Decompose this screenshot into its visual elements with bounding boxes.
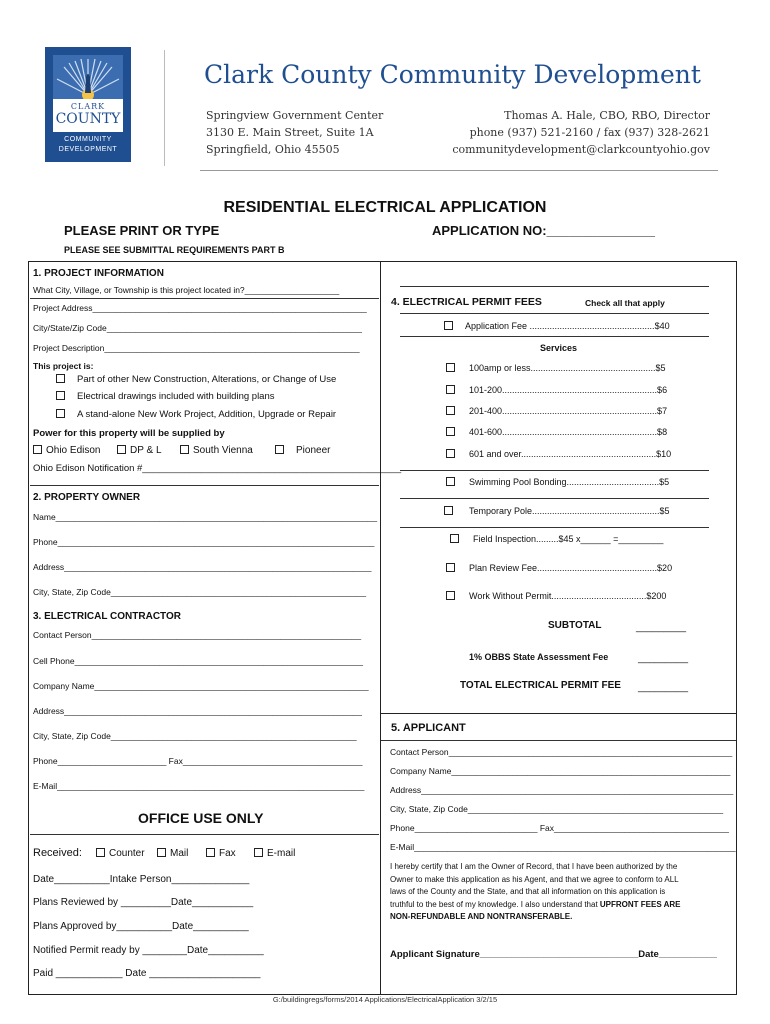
plans-reviewed-field[interactable]: Plans Reviewed by _________Date___________ <box>33 897 254 908</box>
owner-city-field[interactable]: City, State, Zip Code______________________________________________________ <box>33 587 367 597</box>
header-divider <box>164 50 165 166</box>
checkbox[interactable] <box>446 449 455 458</box>
column-divider <box>380 261 381 714</box>
contractor-phone-fax-field[interactable]: Phone_______________________ Fax______________________________________ <box>33 756 363 766</box>
subtotal-field[interactable]: _________ <box>636 622 687 633</box>
option-drawings-included[interactable]: Electrical drawings included with building plans <box>56 391 275 402</box>
submittal-notice: PLEASE SEE SUBMITTAL REQUIREMENTS PART B <box>64 245 285 255</box>
contractor-city-field[interactable]: City, State, Zip Code____________________________________________________ <box>33 731 357 741</box>
electrical-contractor-heading: 3. ELECTRICAL CONTRACTOR <box>33 611 181 622</box>
received-label: Received: <box>33 847 82 859</box>
address-line-1: Springview Government Center <box>206 109 384 122</box>
project-address-field[interactable]: Project Address__________________________________________________________ <box>33 303 367 313</box>
property-owner-heading: 2. PROPERTY OWNER <box>33 492 141 503</box>
notified-permit-field[interactable]: Notified Permit ready by ________Date__________ <box>33 945 264 956</box>
applicant-heading: 5. APPLICANT <box>391 722 466 734</box>
checkbox[interactable] <box>56 374 65 383</box>
services-label: Services <box>540 343 578 353</box>
email-line: communitydevelopment@clarkcountyohio.gov <box>452 143 710 156</box>
checkbox[interactable] <box>180 445 189 454</box>
sunburst-icon <box>53 55 123 99</box>
fee-101-200[interactable]: 101-200..............................................................$6 <box>446 385 667 395</box>
fee-work-without-permit[interactable]: Work Without Permit......................................$200 <box>446 591 666 601</box>
phone-fax-line: phone (937) 521-2160 / fax (937) 328-2621 <box>469 126 710 139</box>
permit-fees-heading: 4. ELECTRICAL PERMIT FEES <box>391 296 542 308</box>
checkbox[interactable] <box>446 385 455 394</box>
contractor-company-field[interactable]: Company Name__________________________________________________________ <box>33 681 369 691</box>
applicant-city-field[interactable]: City, State, Zip Code______________________________________________________ <box>390 804 724 814</box>
logo-development-text: DEVELOPMENT <box>58 146 118 153</box>
contractor-contact-field[interactable]: Contact Person_________________________________________________________ <box>33 630 362 640</box>
subtotal-label: SUBTOTAL <box>548 620 602 631</box>
power-dpl[interactable]: DP & L <box>117 445 162 456</box>
applicant-email-field[interactable]: E-Mail____________________________________________________________________ <box>390 842 736 852</box>
fee-temporary-pole[interactable]: Temporary Pole...................................................$5 <box>444 506 670 516</box>
owner-phone-field[interactable]: Phone___________________________________________________________________ <box>33 537 375 547</box>
checkbox[interactable] <box>206 848 215 857</box>
director-line: Thomas A. Hale, CBO, RBO, Director <box>504 109 710 122</box>
project-description-field[interactable]: Project Description______________________________________________________ <box>33 343 360 353</box>
form-title: RESIDENTIAL ELECTRICAL APPLICATION <box>223 199 547 216</box>
checkbox[interactable] <box>446 563 455 572</box>
logo-clark-text: CLARK <box>70 102 106 111</box>
check-all-note: Check all that apply <box>585 298 665 308</box>
owner-address-field[interactable]: Address_________________________________________________________________ <box>33 562 372 572</box>
checkbox[interactable] <box>446 591 455 600</box>
checkbox[interactable] <box>446 406 455 415</box>
office-use-heading: OFFICE USE ONLY <box>138 810 264 826</box>
owner-name-field[interactable]: Name____________________________________________________________________ <box>33 512 378 522</box>
contractor-cell-field[interactable]: Cell Phone_____________________________________________________________ <box>33 656 363 666</box>
project-info-heading: 1. PROJECT INFORMATION <box>33 268 164 279</box>
header-rule <box>200 170 718 171</box>
this-project-is-label: This project is: <box>33 361 94 371</box>
checkbox[interactable] <box>450 534 459 543</box>
fee-401-600[interactable]: 401-600..............................................................$8 <box>446 427 667 437</box>
checkbox[interactable] <box>275 445 284 454</box>
org-title: Clark County Community Development <box>204 60 701 89</box>
checkbox[interactable] <box>96 848 105 857</box>
logo-county-text: COUNTY <box>55 111 121 127</box>
checkbox[interactable] <box>444 321 453 330</box>
project-city-field[interactable]: City/State/Zip Code______________________________________________________ <box>33 323 362 333</box>
fee-100amp[interactable]: 100amp or less..................................................$5 <box>446 363 666 373</box>
address-line-2: 3130 E. Main Street, Suite 1A <box>206 126 374 139</box>
checkbox[interactable] <box>117 445 126 454</box>
applicant-phone-fax-field[interactable]: Phone__________________________ Fax_____________________________________ <box>390 823 729 833</box>
received-fax[interactable]: Fax <box>206 848 236 859</box>
total-fee-field[interactable]: _________ <box>638 682 689 693</box>
fee-201-400[interactable]: 201-400..............................................................$7 <box>446 406 667 416</box>
address-line-3: Springfield, Ohio 45505 <box>206 143 340 156</box>
plans-approved-field[interactable]: Plans Approved by__________Date__________ <box>33 921 249 932</box>
checkbox[interactable] <box>254 848 263 857</box>
ohio-edison-notification-field[interactable]: Ohio Edison Notification #_________________________________________________ <box>33 463 402 474</box>
option-new-construction[interactable]: Part of other New Construction, Alterations, or Change of Use <box>56 374 336 385</box>
applicant-signature-field[interactable]: Applicant Signature______________________________Date___________ <box>390 949 717 960</box>
logo-community-text: COMMUNITY <box>64 136 112 143</box>
application-number-field[interactable]: APPLICATION NO:_______________ <box>432 223 656 238</box>
applicant-contact-field[interactable]: Contact Person____________________________________________________________ <box>390 747 733 757</box>
fee-plan-review[interactable]: Plan Review Fee................................................$20 <box>446 563 672 573</box>
checkbox[interactable] <box>444 506 453 515</box>
option-stand-alone[interactable]: A stand-alone New Work Project, Addition, Upgrade or Repair <box>56 409 336 420</box>
checkbox[interactable] <box>56 391 65 400</box>
applicant-address-field[interactable]: Address__________________________________________________________________ <box>390 785 734 795</box>
footer-file-path: G:/buildingregs/forms/2014 Applications/ElectricalApplication 3/2/15 <box>272 995 498 1004</box>
obbs-label: 1% OBBS State Assessment Fee <box>469 652 609 662</box>
fee-601-over[interactable]: 601 and over......................................................$10 <box>446 449 671 459</box>
checkbox[interactable] <box>157 848 166 857</box>
power-south-vienna[interactable]: South Vienna <box>180 445 253 456</box>
fee-application[interactable]: Application Fee ..................................................$40 <box>444 321 670 331</box>
intake-date-field[interactable]: Date__________Intake Person______________ <box>33 874 250 885</box>
county-logo <box>45 47 131 162</box>
applicant-company-field[interactable]: Company Name___________________________________________________________ <box>390 766 731 776</box>
checkbox[interactable] <box>446 363 455 372</box>
power-ohio-edison[interactable]: Ohio Edison <box>33 445 100 456</box>
power-supplier-label: Power for this property will be supplied by <box>33 428 225 439</box>
power-pioneer[interactable]: Pioneer <box>275 445 330 456</box>
fee-field-inspection[interactable]: Field Inspection.........$45 x______ =_________ <box>450 534 663 544</box>
fee-pool-bonding[interactable]: Swimming Pool Bonding.....................................$5 <box>446 477 669 487</box>
received-mail[interactable]: Mail <box>157 848 188 859</box>
received-counter[interactable]: Counter <box>96 848 145 859</box>
contractor-address-field[interactable]: Address_______________________________________________________________ <box>33 706 363 716</box>
checkbox[interactable] <box>33 445 42 454</box>
project-location-field[interactable]: What City, Village, or Township is this project located in?____________________ <box>33 285 340 295</box>
print-notice: PLEASE PRINT OR TYPE <box>64 223 220 238</box>
checkbox[interactable] <box>446 427 455 436</box>
certification-text: I hereby certify that I am the Owner of Record, that I have been authorized by the Owner to make this application as his Agent, and that we agree to conform to ALL laws of the County and the State, and that all information on this application is truthful to the best of my knowledge. I also understand that UPFRONT FEES ARE NON-REFUNDABLE AND NONTRANSFERABLE. <box>390 862 681 921</box>
paid-date-field[interactable]: Paid ____________ Date ____________________ <box>33 968 261 979</box>
contractor-email-field[interactable]: E-Mail_________________________________________________________________ <box>33 781 365 791</box>
received-email[interactable]: E-mail <box>254 848 295 859</box>
checkbox[interactable] <box>56 409 65 418</box>
obbs-field[interactable]: _________ <box>638 653 689 664</box>
total-fee-label: TOTAL ELECTRICAL PERMIT FEE <box>460 680 621 691</box>
checkbox[interactable] <box>446 477 455 486</box>
